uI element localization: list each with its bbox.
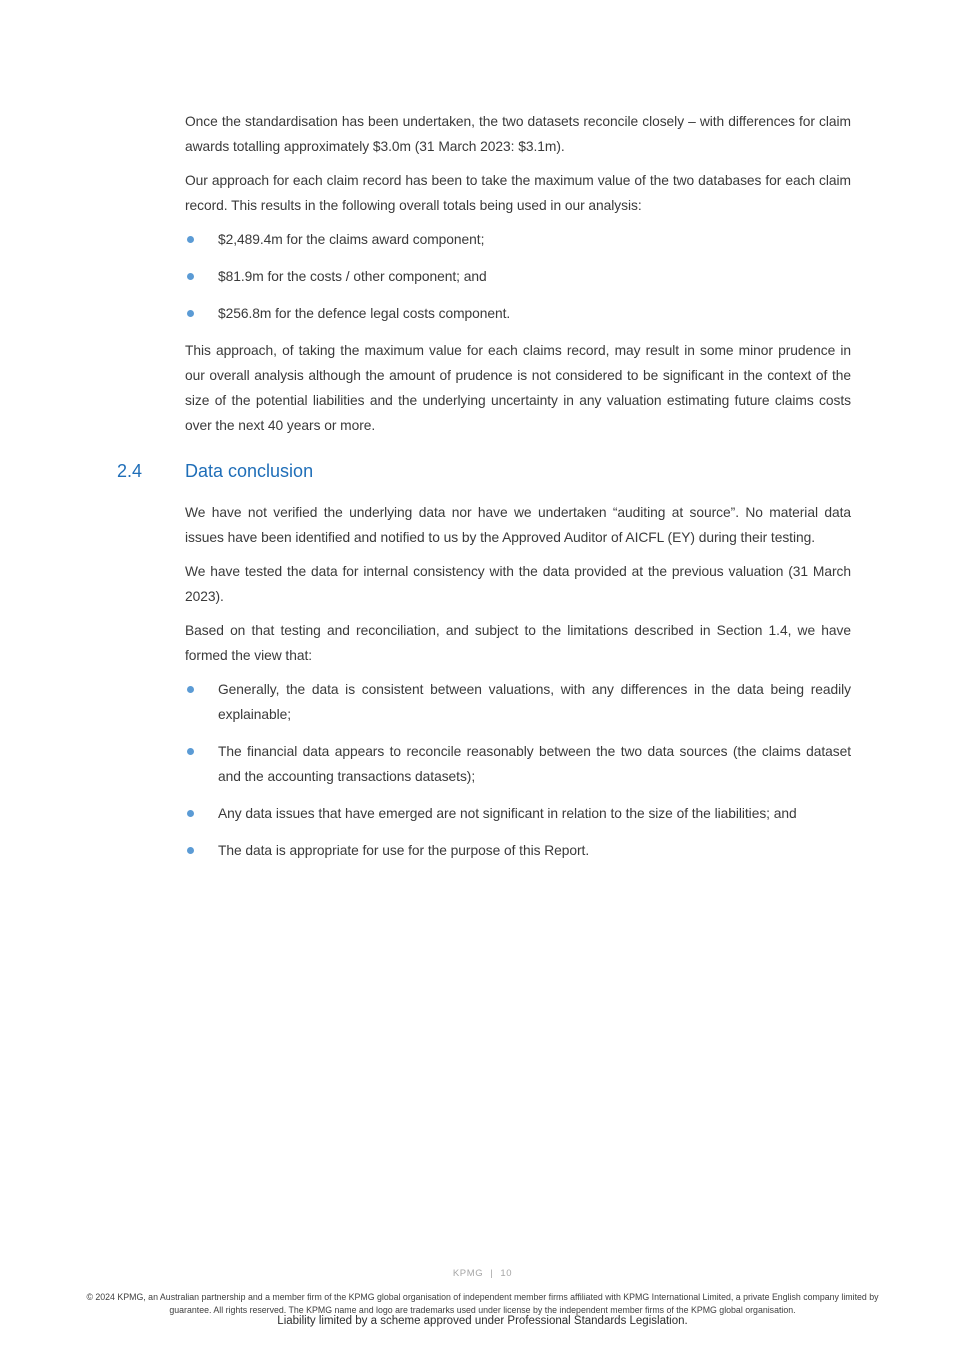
bullet-icon [187,686,194,693]
list-item [185,301,851,326]
bullet-icon [187,847,194,854]
bullet-icon [187,236,194,243]
page-body [117,109,851,875]
list-item [185,739,851,789]
paragraph-view: Based on that testing and reconciliation, and subject to the limitations described in Section 1.4, we have formed the view that: [185,623,851,663]
list-item [185,801,851,826]
liability-text: Liability limited by a scheme approved under Professional Standards Legislation. [277,1315,688,1327]
list-item [185,677,851,727]
list-item-text: The data is appropriate for use for the purpose of this Report. [218,843,590,858]
list-item [185,227,851,252]
list-item-text: The financial data appears to reconcile reasonably between the two data sources (the claims dataset and the accounting transactions datasets); [218,744,851,784]
list-item-text: Any data issues that have emerged are not significant in relation to the size of the liabilities; and [218,806,797,821]
footer-separator: | [490,1268,494,1279]
bullet-icon [187,310,194,317]
list-item-text: Generally, the data is consistent between valuations, with any differences in the data being readily explainable; [218,682,851,722]
totals-bullet-list [185,227,851,326]
footer-brand: KPMG [452,1268,484,1279]
paragraph-consistency: We have tested the data for internal consistency with the data provided at the previous valuation (31 March 2023). [185,564,851,604]
paragraph-prudence: This approach, of taking the maximum value for each claims record, may result in some minor prudence in our overall analysis although the amount of prudence is not considered to be significant in the context of the size of the potential liabilities and the underlying uncertainty in any valuation estimating future claims costs over the next 40 years or more. [185,343,851,433]
paragraph-reconciliation: Once the standardisation has been undertaken, the two datasets reconcile closely – with differences for claim awards totalling approximately $3.0m (31 March 2023: $3.1m). [185,114,851,154]
section-number: 2.4 [117,461,143,481]
list-item [185,838,851,863]
list-item-text: $81.9m for the costs / other component; and [218,269,487,284]
copyright-text: © 2024 KPMG, an Australian partnership and a member firm of the KPMG global organisation of independent member firms affiliated with KPMG International Limited, a private English company limited by guarantee. All rights reserved. The KPMG name and logo are trademarks used under license by the independent member firms of the KPMG global organisation. [86,1292,879,1315]
section-heading [117,458,851,484]
page-number: 10 [500,1268,513,1279]
paragraph-verification: We have not verified the underlying data nor have we undertaken “auditing at source”. No material data issues have been identified and notified to us by the Approved Auditor of AICFL (EY) during their testing. [185,505,851,545]
conclusion-bullet-list [185,677,851,863]
paragraph-approach: Our approach for each claim record has been to take the maximum value of the two databases for each claim record. This results in the following overall totals being used in our analysis: [185,173,851,213]
list-item [185,264,851,289]
section-title: Data conclusion [185,461,314,481]
bullet-icon [187,810,194,817]
bullet-icon [187,273,194,280]
bullet-icon [187,748,194,755]
page-number-line [0,1268,965,1279]
list-item-text: $2,489.4m for the claims award component; [218,232,485,247]
list-item-text: $256.8m for the defence legal costs component. [218,306,511,321]
